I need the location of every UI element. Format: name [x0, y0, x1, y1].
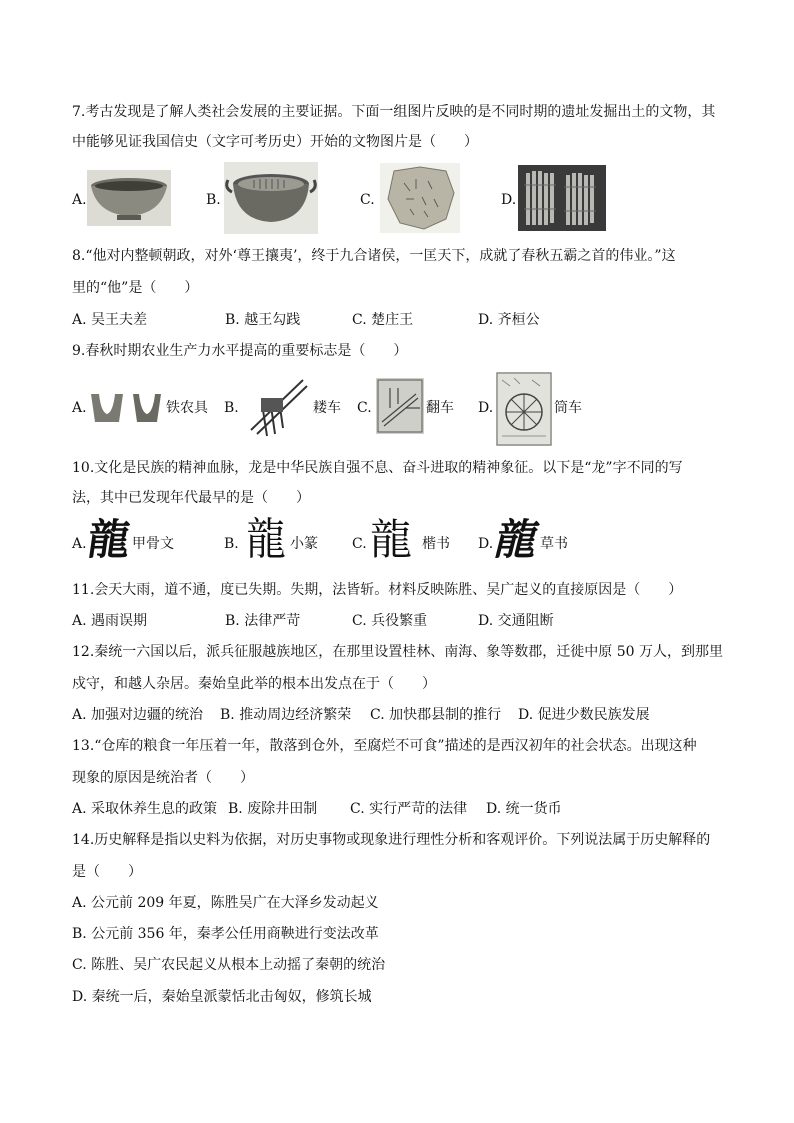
q13-option-c[interactable]: C. 实行严苛的法律 — [350, 801, 468, 817]
q11-option-c[interactable]: C. 兵役繁重 — [352, 613, 428, 629]
q8-stem-line1: 8.“他对内整顿朝政，对外‘尊王攘夷’，终于九合诸侯，一匡天下，成就了春秋五霸之首的伟业。”这 — [72, 248, 676, 264]
q10-option-d-label[interactable]: D. — [478, 536, 494, 552]
q7-option-d-bamboo-slips-image[interactable] — [518, 165, 606, 231]
q10-stem-line2: 法，其中已发现年代最早的是（ ） — [72, 490, 310, 506]
q7-option-c-oracle-bone-image[interactable] — [380, 163, 460, 233]
q7-option-c-label[interactable]: C. — [360, 192, 375, 208]
q10-option-d-cursive-dragon-glyph[interactable]: 龍 — [490, 515, 545, 564]
q11-stem: 11.会天大雨，道不通，度已失期。失期，法皆斩。材料反映陈胜、吴广起义的直接原因是（ ） — [72, 582, 683, 598]
q7-option-b-inscribed-bronze-vessel-image[interactable] — [224, 162, 318, 234]
q10-option-b-label[interactable]: B. — [224, 536, 239, 552]
q13-option-a[interactable]: A. 采取休养生息的政策 — [72, 801, 218, 817]
q14-option-a[interactable]: A. 公元前 209 年夏，陈胜吴广在大泽乡发动起义 — [72, 895, 379, 911]
q14-stem-line2: 是（ ） — [72, 864, 142, 880]
q12-option-c[interactable]: C. 加快郡县制的推行 — [370, 707, 502, 723]
q10-option-c-label[interactable]: C. — [352, 536, 367, 552]
q14-option-d[interactable]: D. 秦统一后，秦始皇派蒙恬北击匈奴，修筑长城 — [72, 989, 372, 1005]
q12-option-a[interactable]: A. 加强对边疆的统治 — [72, 707, 204, 723]
q13-stem-line1: 13.“仓库的粮食一年压着一年，散落到仓外，至腐烂不可食”描述的是西汉初年的社会状态。出现这种 — [72, 738, 697, 754]
q9-option-a-caption: 铁农具 — [166, 400, 208, 416]
q12-option-b[interactable]: B. 推动周边经济繁荣 — [220, 707, 352, 723]
q7-stem-line2: 中能够见证我国信史（文字可考历史）开始的文物图片是（ ） — [72, 134, 478, 150]
q11-option-a[interactable]: A. 遇雨误期 — [72, 613, 148, 629]
q10-option-a-oracle-bone-dragon-glyph[interactable]: 龍 — [84, 515, 134, 564]
q7-option-a-label[interactable]: A. — [72, 192, 87, 208]
q10-option-c-regular-script-dragon-glyph[interactable]: 龍 — [370, 515, 413, 564]
q13-option-b[interactable]: B. 废除井田制 — [228, 801, 318, 817]
q10-option-b-caption: 小篆 — [290, 536, 318, 552]
q9-option-b-caption: 耧车 — [313, 400, 341, 416]
q10-option-a-caption: 甲骨文 — [132, 536, 174, 552]
q12-stem-line2: 戍守，和越人杂居。秦始皇此举的根本出发点在于（ ） — [72, 676, 436, 692]
q9-option-a-iron-tools-image[interactable] — [89, 388, 165, 428]
q9-option-b-seed-drill-image[interactable] — [243, 372, 311, 440]
q9-option-c-label[interactable]: C. — [357, 400, 372, 416]
q11-option-d[interactable]: D. 交通阻断 — [478, 613, 554, 629]
q10-option-d-caption: 草书 — [540, 536, 568, 552]
q13-option-d[interactable]: D. 统一货币 — [486, 801, 562, 817]
q11-option-b[interactable]: B. 法律严苛 — [225, 613, 301, 629]
q12-option-d[interactable]: D. 促进少数民族发展 — [518, 707, 650, 723]
q9-option-c-square-pallet-chain-pump-image[interactable] — [376, 378, 424, 434]
q8-option-b[interactable]: B. 越王勾践 — [225, 312, 301, 328]
q9-option-b-label[interactable]: B. — [224, 400, 239, 416]
q14-option-b[interactable]: B. 公元前 356 年，秦孝公任用商鞅进行变法改革 — [72, 926, 379, 942]
q9-option-d-water-wheel-image[interactable] — [496, 372, 552, 446]
q14-option-c[interactable]: C. 陈胜、吴广农民起义从根本上动摇了秦朝的统治 — [72, 957, 386, 973]
q7-option-b-label[interactable]: B. — [206, 192, 221, 208]
q10-option-c-caption: 楷书 — [422, 536, 450, 552]
q7-option-a-bronze-bowl-image[interactable] — [87, 170, 171, 226]
q8-option-c[interactable]: C. 楚庄王 — [352, 312, 414, 328]
q9-option-d-label[interactable]: D. — [478, 400, 494, 416]
q9-option-d-caption: 筒车 — [554, 400, 582, 416]
q12-stem-line1: 12.秦统一六国以后，派兵征服越族地区，在那里设置桂林、南海、象等数郡，迁徙中原 50 万人，到那里 — [72, 644, 723, 660]
q10-stem-line1: 10.文化是民族的精神血脉，龙是中华民族自强不息、奋斗进取的精神象征。以下是“龙”字不同的写 — [72, 460, 683, 476]
q10-option-b-small-seal-dragon-glyph[interactable]: 龍 — [246, 514, 286, 565]
q8-stem-line2: 里的“他”是（ ） — [72, 280, 199, 296]
q9-option-c-caption: 翻车 — [426, 400, 454, 416]
q7-option-d-label[interactable]: D. — [501, 192, 517, 208]
q8-option-d[interactable]: D. 齐桓公 — [478, 312, 540, 328]
q7-stem-line1: 7.考古发现是了解人类社会发展的主要证据。下面一组图片反映的是不同时期的遗址发掘出土的文物，其 — [72, 104, 716, 120]
q10-option-a-label[interactable]: A. — [72, 536, 87, 552]
q14-stem-line1: 14.历史解释是指以史料为依据，对历史事物或现象进行理性分析和客观评价。下列说法属于历史解释的 — [72, 832, 711, 848]
q9-stem: 9.春秋时期农业生产力水平提高的重要标志是（ ） — [72, 343, 408, 359]
q9-option-a-label[interactable]: A. — [72, 400, 87, 416]
q8-option-a[interactable]: A. 吴王夫差 — [72, 312, 148, 328]
q13-stem-line2: 现象的原因是统治者（ ） — [72, 770, 254, 786]
